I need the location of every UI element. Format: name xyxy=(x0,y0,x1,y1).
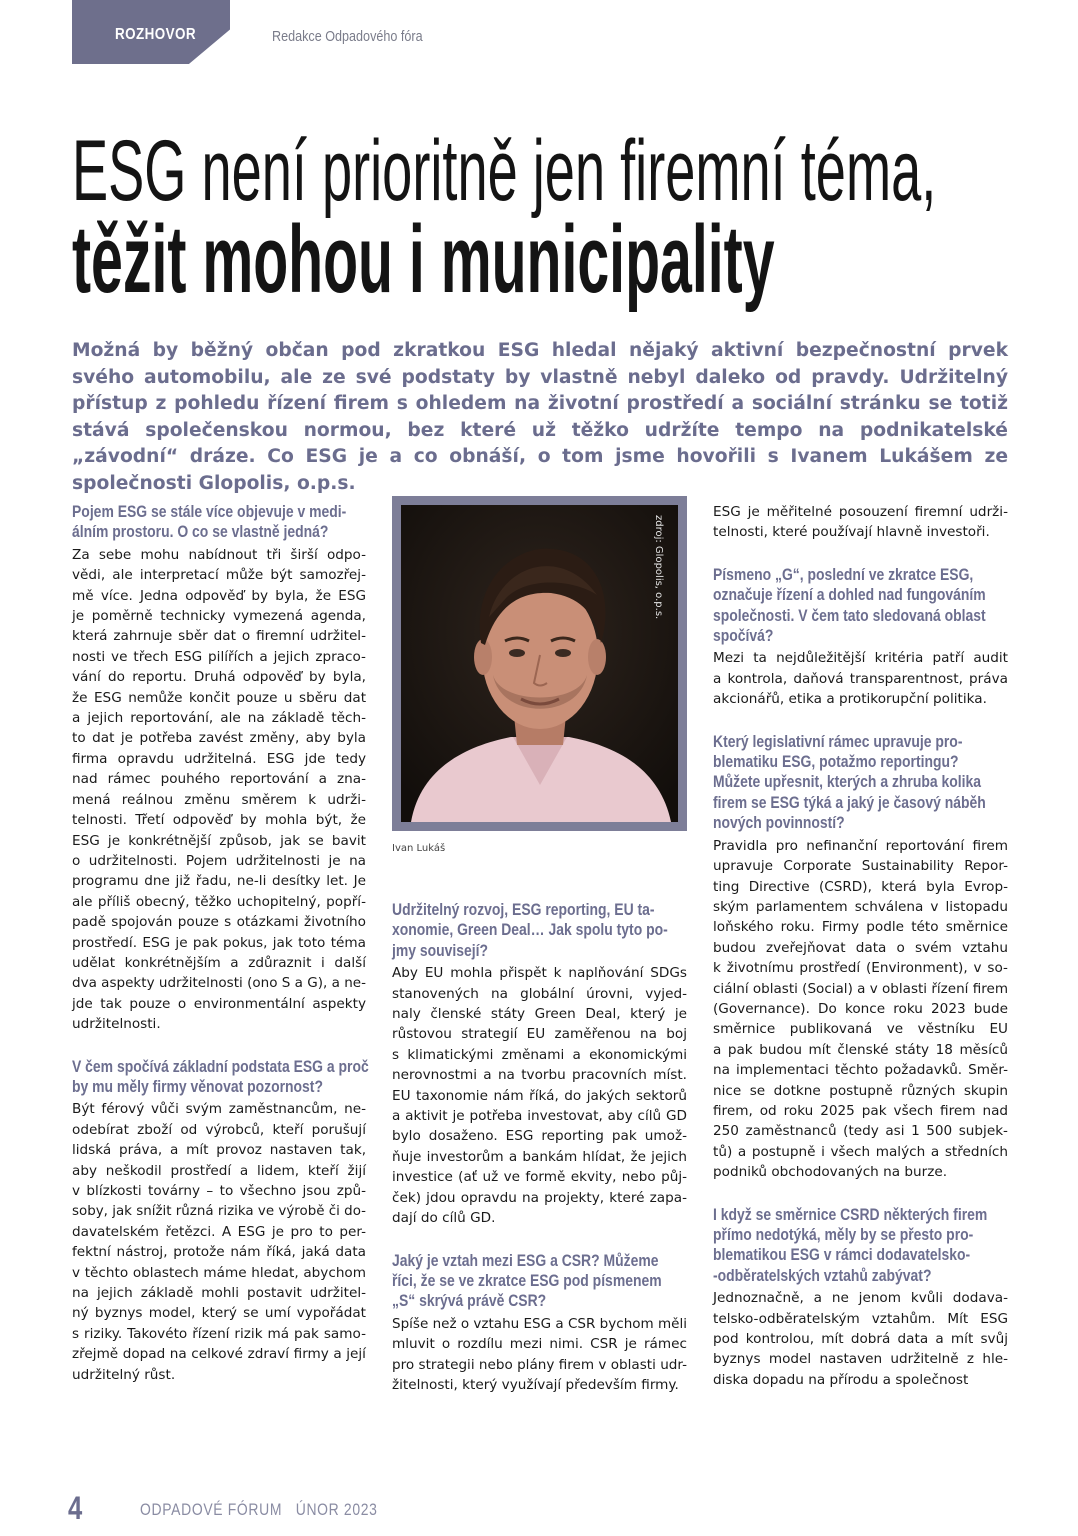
text-line: tů) a postupně i všech malých a středních xyxy=(713,1143,1008,1160)
text-line: Pravidla pro nefinanční reportování firem xyxy=(713,837,1008,854)
portrait-photo-frame xyxy=(392,496,687,831)
text-line: s klimatickými změnami a ekonomickými xyxy=(392,1046,688,1063)
text-line: Aby EU mohla přispět k naplňování SDGs xyxy=(392,965,687,982)
text-line: ting Directive (CSRD), která byla Evrop- xyxy=(713,878,1008,895)
text-line: prostředí. ESG je pak pokus, jak toto téma xyxy=(72,934,366,951)
text-line: v blízkosti továrny – to všechno jsou způ- xyxy=(72,1183,366,1199)
text-line: Za sebe mohu nabídnout tři širší odpo- xyxy=(72,546,366,563)
text-line: stanovených na globální úrovni, vyjed- xyxy=(392,985,687,1002)
text-line: by mu měly firmy věnovat pozornost? xyxy=(72,1076,323,1096)
text-line: bylo dosaženo. ESG reporting pak umož- xyxy=(392,1128,687,1145)
text-line: nice se dotkne postupně různých skupin xyxy=(713,1082,1009,1099)
text-line: budou zveřejňovat data o svém vztahu xyxy=(713,939,1009,956)
text-line: lidská práva, a mít provoz nastaven tak, xyxy=(72,1142,367,1159)
text-line: růstovou strategií EU zaměřenou na boj xyxy=(392,1026,688,1043)
text-line: firem, od roku 2025 pak všech firem nad xyxy=(713,1102,1009,1119)
photo-caption: Ivan Lukáš xyxy=(392,843,446,854)
text-line: podniků obchodovaných na burze. xyxy=(713,1164,948,1181)
text-line: „S“ skrývá právě CSR? xyxy=(392,1291,547,1311)
text-line: o udržitelnosti. Pojem udržitelnosti je na xyxy=(72,852,367,869)
column-3 xyxy=(713,502,1008,1390)
text-line: telnosti, které používají hlavně investoři. xyxy=(713,524,990,541)
text-line: a pak budou mít členské státy 18 měsíců xyxy=(713,1041,1008,1058)
text-line: a jejich reportování, ale na základě těch- xyxy=(72,710,367,727)
text-line: že ESG nemůže končit pouze u sběru dat xyxy=(72,689,367,706)
text-line: říci, že se ve zkratce ESG pod písmenem xyxy=(392,1270,662,1290)
text-line: aby neškodil prostředí a lidem, kteří žijí xyxy=(72,1162,367,1179)
text-line: ale příliš obecný, těžko uchopitelný, popří- xyxy=(72,893,366,910)
text-line: označuje řízení a dohled nad fungováním xyxy=(713,585,986,605)
text-line: byznys model nastaven udržitelně z hle- xyxy=(713,1351,1008,1368)
question-block xyxy=(72,1056,369,1098)
text-line: pod kontrolou, mít dobrá data a mít svůj xyxy=(713,1331,1008,1348)
text-line: Mezi ta nejdůležitější kritéria patří audit xyxy=(713,650,1009,667)
column-2 xyxy=(392,900,687,1395)
question xyxy=(713,564,986,647)
text-line: -odběratelských vztahů zabývat? xyxy=(713,1265,932,1285)
text-line: Jaký je vztah mezi ESG a CSR? Můžeme xyxy=(392,1250,659,1270)
question xyxy=(72,502,347,543)
section-label: ROZHOVOR xyxy=(115,26,197,43)
question xyxy=(713,731,986,834)
text-line: to dat je potřeba zavést změny, aby byla xyxy=(72,730,366,747)
text-line: je poměrně technicky vymezená agenda, xyxy=(72,608,366,625)
question xyxy=(713,1204,988,1287)
text-line: s riziky. Takovéto řízení rizik má pak samo- xyxy=(72,1325,366,1342)
question-block xyxy=(72,502,366,543)
text-line: (Governance). Do konce roku 2023 bude xyxy=(713,1000,1008,1017)
issue-date: ÚNOR 2023 xyxy=(295,1500,378,1519)
text-line: ný byznys model, který se umí vypořádat xyxy=(72,1305,367,1322)
text-line: Jednoznačně, a ne jenom kvůli dodava- xyxy=(713,1290,1008,1307)
text-line: v těchto oblastech máme hledat, abychom xyxy=(72,1264,366,1281)
question-block xyxy=(713,732,1008,834)
text-line: a aktivit je potřeba investovat, aby cílů GD xyxy=(392,1108,687,1125)
answer-paragraph xyxy=(72,1099,366,1385)
text-line: ňuje investorům a bankám hlídat, že jejich xyxy=(392,1148,687,1165)
text-line: programu dne již řadu, ne-li desítky let. Je xyxy=(72,873,366,890)
text-line: na jejich základě mohli postavit udržitel- xyxy=(72,1285,367,1302)
text-line: akcionářů, etika a protikorupční politika. xyxy=(713,691,987,708)
text-line: společnosti. V čem tato sledovaná oblast xyxy=(713,605,986,625)
text-line: nových povinností? xyxy=(713,813,845,833)
text-line: ciální oblasti (Social) a v oblasti řízení firem xyxy=(713,980,1009,997)
question xyxy=(72,1056,369,1098)
text-line: davatelském řetězci. A ESG je pro to per- xyxy=(72,1223,366,1240)
answer-paragraph xyxy=(713,836,1008,1183)
text-line: udržitelnosti. xyxy=(72,1016,161,1033)
text-line: I když se směrnice CSRD některých firem xyxy=(713,1204,988,1224)
text-line: mě více. Jedna odpověď by byla, že ESG xyxy=(72,587,367,604)
text-line: zřejmě dopad na celkové zdraví firmy a její xyxy=(72,1346,366,1363)
text-line: firma opravdu udržitelná. ESG jde tedy xyxy=(72,750,367,767)
text-line: ESG je konkrétnější způsob, jak se bavit xyxy=(72,832,366,849)
text-line: vědi, ale interpretací může být samozřej- xyxy=(72,567,366,584)
text-line: mená reálnou změnu směrem k udrži- xyxy=(72,791,366,808)
text-line: žitelnosti, který využívají především firmy. xyxy=(392,1376,679,1393)
text-line: na implementaci těchto požadavků. Směr- xyxy=(713,1062,1009,1079)
text-line: loňského roku. Firmy podle této směrnice xyxy=(713,919,1008,936)
text-line: jde tak pouze o environmentální aspekty xyxy=(72,995,367,1012)
text-line: V čem spočívá základní podstata ESG a proč xyxy=(72,1056,369,1076)
text-line: Můžete upřesnit, kterých a zhruba kolika xyxy=(713,772,982,792)
question xyxy=(392,1250,662,1312)
page-number: 4 xyxy=(68,1490,83,1526)
headline-line-1: ESG není prioritně jen firemní téma, xyxy=(72,123,937,219)
text-line: dají do cílů GD. xyxy=(392,1210,496,1227)
headline-line-2: těžit mohou i municipality xyxy=(72,206,775,313)
answer-paragraph xyxy=(72,545,366,1035)
text-line: xonomie, Green Deal… Jak spolu tyto po- xyxy=(392,920,668,940)
text-line: nosti ve třech ESG pilířích a jejich zpraco- xyxy=(72,648,366,665)
byline: Redakce Odpadového fóra xyxy=(272,28,423,45)
text-line: udělat konkrétnějším a zdůraznit i další xyxy=(72,954,366,971)
question-block xyxy=(392,900,687,961)
text-line: investice (ať už ve formě ekvity, nebo půj- xyxy=(392,1169,687,1186)
answer-paragraph xyxy=(713,648,1008,709)
text-line: Který legislativní rámec upravuje pro- xyxy=(713,731,963,751)
text-line: spočívá? xyxy=(713,626,774,646)
text-line: mluvit o rozdílu mezi nimi. CSR je rámec xyxy=(392,1336,687,1353)
text-line: přímo nedotýká, měly by se přesto pro- xyxy=(713,1225,974,1244)
text-line: telnosti. Třetí odpověď by mohla být, že xyxy=(72,812,366,829)
text-line: k životnímu prostředí (Environment), v so- xyxy=(713,960,1008,977)
text-line: 250 zaměstnanců (tedy asi 1 500 subjek- xyxy=(713,1123,1008,1140)
photo-credit: zdroj: Glopolis, o.p.s. xyxy=(653,515,664,620)
text-line: EU taxonomie nám říká, do jakých sektorů xyxy=(392,1087,687,1104)
text-line: naly členské státy Green Deal, který je xyxy=(392,1006,688,1023)
lead-paragraph: Možná by běžný občan pod zkratkou ESG hledal nějaký aktivní bezpečnostní prvek svého automobilu, ale ze své podstaty by vlastně nebyl daleko od pravdy. Udržitelný přístup z pohledu řízení firem s ohledem na životní prostředí a sociální stránku se totiž stává společenskou normou, bez které už těžko udržíte tempo na podnikatelské „závodní“ dráze. Co ESG je a co obnáší, o tom jsme hovořili s Ivanem Lukášem ze společnosti Glopolis, o.p.s. xyxy=(72,340,1008,494)
portrait-illustration xyxy=(401,505,678,822)
text-line: álním prostoru. O co se vlastně jedná? xyxy=(72,522,329,542)
question-block xyxy=(713,1205,1008,1287)
text-line: nerovnostmi a na tvorbu pracovních míst. xyxy=(392,1067,687,1084)
text-line: ESG je měřitelné posouzení firemní udrži- xyxy=(713,504,1008,520)
text-line: Spíše než o vztahu ESG a CSR bychom měli xyxy=(392,1315,687,1332)
answer-paragraph xyxy=(713,502,1008,543)
text-line: blematikou ESG v rámci dodavatelsko- xyxy=(713,1245,971,1265)
text-line: vání do reportu. Druhá odpověď by byla, xyxy=(72,669,366,686)
answer-paragraph xyxy=(392,963,687,1228)
text-line: Písmeno „G“, poslední ve zkratce ESG, xyxy=(713,564,974,584)
question-block xyxy=(392,1251,687,1312)
text-line: Být férový vůči svým zaměstnancům, ne- xyxy=(72,1101,367,1118)
text-line: diska dopadu na přírodu a společnost xyxy=(713,1371,969,1388)
text-line: Pojem ESG se stále více objevuje v medi- xyxy=(72,502,347,521)
portrait-photo xyxy=(401,505,678,822)
question xyxy=(392,900,668,961)
text-line: a kontrola, daňová transparentnost, práva xyxy=(713,670,1008,687)
column-1 xyxy=(72,502,369,1385)
text-line: směrnice publikovaná ve věstníku EU xyxy=(713,1021,1008,1038)
footer-publication xyxy=(140,1500,378,1520)
text-line: odebírat zboží od výrobců, kteří porušují xyxy=(72,1121,366,1138)
text-line: pro strategii nebo plány firem v oblasti udr- xyxy=(392,1356,688,1373)
text-line: padě spojován pouze s otázkami životního xyxy=(72,914,366,931)
text-line: ček) jdou opravdu na projekty, které zapa- xyxy=(392,1189,687,1206)
text-line: firem se ESG týká a jaký je časový náběh xyxy=(713,792,986,812)
text-line: telsko-odběratelským vztahům. Mít ESG xyxy=(713,1310,1009,1327)
text-line: nad rámec pouhého reportování a zna- xyxy=(72,771,366,788)
text-line: blematiku ESG, potažmo reportingu? xyxy=(713,752,959,772)
answer-paragraph xyxy=(713,1288,1008,1390)
publication-name: ODPADOVÉ FÓRUM xyxy=(140,1500,283,1519)
question-block xyxy=(713,565,1008,647)
text-line: jmy souvisejí? xyxy=(392,940,489,960)
text-line: soby, jak snížit různá rizika ve výrobě či do- xyxy=(72,1203,367,1220)
text-line: dva aspekty udržitelnosti (ono S a G), a ne- xyxy=(72,975,367,992)
answer-paragraph xyxy=(392,1314,687,1396)
text-line: Udržitelný rozvoj, ESG reporting, EU ta- xyxy=(392,900,655,919)
text-line: která zahrnuje sběr dat o firemní udržitel- xyxy=(72,628,366,645)
text-line: ským parlamentem schválena v listopadu xyxy=(713,898,1009,915)
text-line: udržitelný růst. xyxy=(72,1366,176,1383)
text-line: upravuje Corporate Sustainability Repor- xyxy=(713,858,1008,875)
text-line: fektní nástroj, protože nám říká, jaká data xyxy=(72,1244,366,1261)
